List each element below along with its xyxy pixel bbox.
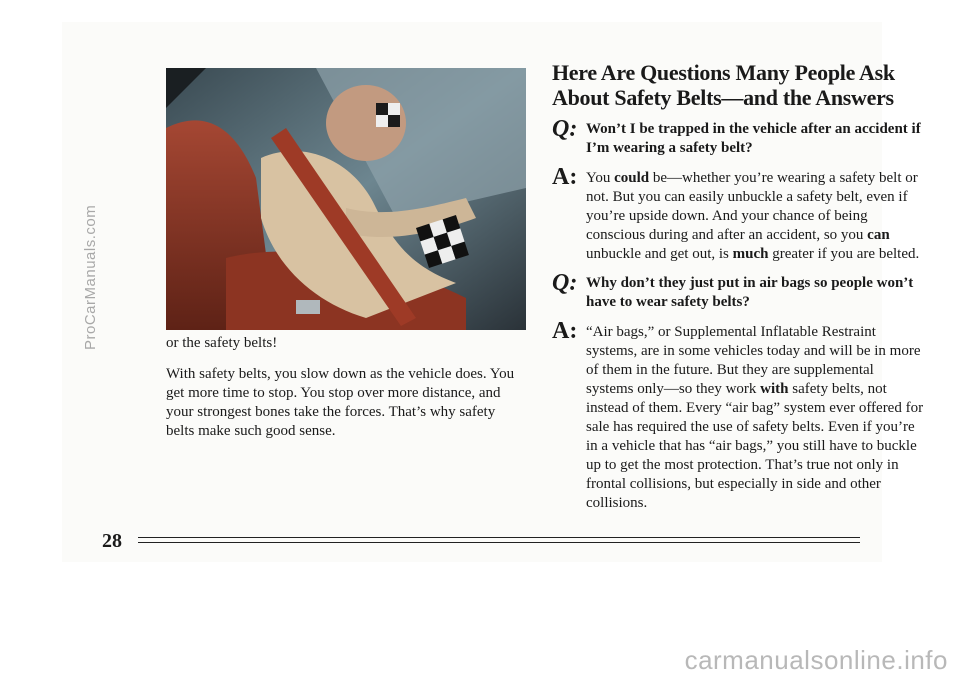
answer-2-emphasis: with (760, 381, 789, 397)
manual-page (62, 22, 924, 562)
answer-1-text (586, 170, 919, 262)
answer-1-emphasis: can (867, 227, 890, 243)
question-2-text: Why don’t they just put in air bags so people won’t have to wear safety belts? (586, 275, 914, 310)
caption-paragraph: With safety belts, you slow down as the vehicle does. You get more time to stop. You stop over more distance, and your strongest bones take the forces. That’s why safety belts make such good sense. (166, 366, 515, 439)
question-mark-label: Q: (552, 270, 578, 296)
answer-2-part: “Air bags,” or Supplemental Inflatable Restraint systems, are in some vehicles today and will be in more of them in the future. But they are supplemental systems only—so they work (586, 324, 921, 397)
answer-2-text (586, 324, 923, 511)
side-watermark: ProCarManuals.com (82, 204, 99, 350)
question-1 (552, 116, 924, 158)
answer-1-part: greater if you are belted. (768, 246, 920, 262)
crash-test-photo (166, 68, 526, 330)
answer-mark-label: A: (552, 164, 578, 190)
photo-caption (166, 334, 526, 453)
footer-rule (138, 537, 860, 538)
answer-2 (552, 318, 924, 513)
crash-dummy-illustration (166, 68, 526, 330)
answer-1-emphasis: much (732, 246, 769, 262)
answer-1-part: You (586, 170, 615, 186)
answer-1-part: unbuckle and get out, is (586, 246, 733, 262)
caption-line: or the safety belts! (166, 335, 278, 351)
site-watermark: carmanualsonline.info (684, 645, 948, 675)
answer-2-part: safety belts, not instead of them. Every “air bag” system ever offered for sale has required the use of safety belts. Even if you’re in a vehicle that has “air bags,” you still have to buckle up to get the most protection. That’s true not only in frontal collisions, but especially in side and other collisions. (586, 381, 924, 511)
answer-1 (552, 164, 924, 264)
section-heading: Here Are Questions Many People Ask About Safety Belts—and the Answers (552, 60, 895, 110)
question-2 (552, 270, 924, 312)
answer-1-part: be—whether you’re wearing a safety belt or not. But you can easily unbuckle a safety belt, even if you’re upside down. And your chance of being conscious during and after an accident, so you (586, 170, 918, 243)
answer-1-emphasis: could (614, 170, 650, 186)
qa-section (552, 60, 924, 523)
page-number: 28 (102, 530, 122, 552)
footer-rule (138, 542, 860, 543)
question-1-text: Won’t I be trapped in the vehicle after an accident if I’m wearing a safety belt? (586, 121, 921, 156)
question-mark-label: Q: (552, 116, 578, 142)
answer-mark-label: A: (552, 318, 578, 344)
